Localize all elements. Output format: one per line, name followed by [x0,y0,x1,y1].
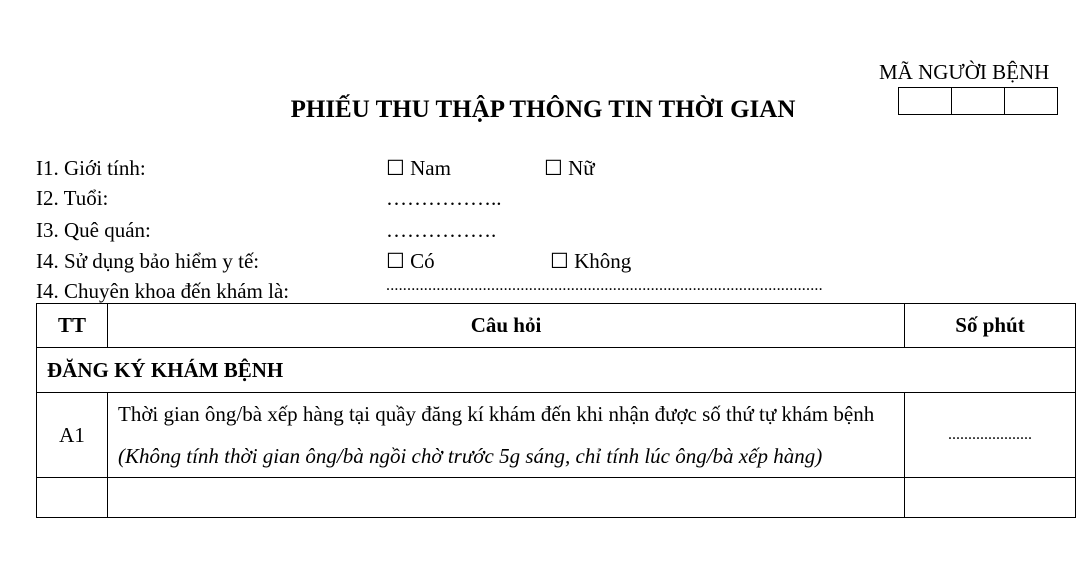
question-cell [108,393,905,478]
section-title: ĐĂNG KÝ KHÁM BỆNH [37,348,1076,393]
patient-code-label: MÃ NGƯỜI BỆNH [879,60,1050,84]
table-row [37,478,1076,518]
minutes-answer[interactable]: ..................... [905,393,1076,478]
hometown-label: I3. Quê quán: [36,218,151,242]
table-row [37,393,1076,478]
table-cell [905,478,1076,518]
col-header-question: Câu hỏi [108,304,905,348]
age-label: I2. Tuổi: [36,186,109,210]
table-cell [37,478,108,518]
table-cell [108,478,905,518]
question-note: (Không tính thời gian ông/bà ngồi chờ trước 5g sáng, chỉ tính lúc ông/bà xếp hàng) [118,444,823,468]
table-header-row [37,304,1076,348]
form-title: PHIẾU THU THẬP THÔNG TIN THỜI GIAN [290,96,796,123]
age-blank[interactable]: …………….. [386,186,502,210]
question-id: A1 [37,393,108,478]
hometown-blank[interactable]: ……………. [386,218,497,242]
question-text: Thời gian ông/bà xếp hàng tại quầy đăng kí khám đến khi nhận được số thứ tự khám bệnh [118,402,875,426]
insurance-label: I4. Sử dụng bảo hiểm y tế: [36,249,260,273]
insurance-option-no[interactable]: ☐ Không [550,249,632,273]
gender-option-male[interactable]: ☐ Nam [386,156,451,180]
section-row [37,348,1076,393]
col-header-tt: TT [37,304,108,348]
col-header-minutes: Số phút [905,304,1076,348]
question-table [36,303,1076,518]
gender-option-female[interactable]: ☐ Nữ [544,156,595,180]
specialty-blank[interactable]: ........................................................................................................ [386,277,823,294]
specialty-label: I4. Chuyên khoa đến khám là: [36,279,290,303]
insurance-option-yes[interactable]: ☐ Có [386,249,435,273]
form-title-wrap [0,96,1086,124]
gender-label: I1. Giới tính: [36,156,146,180]
